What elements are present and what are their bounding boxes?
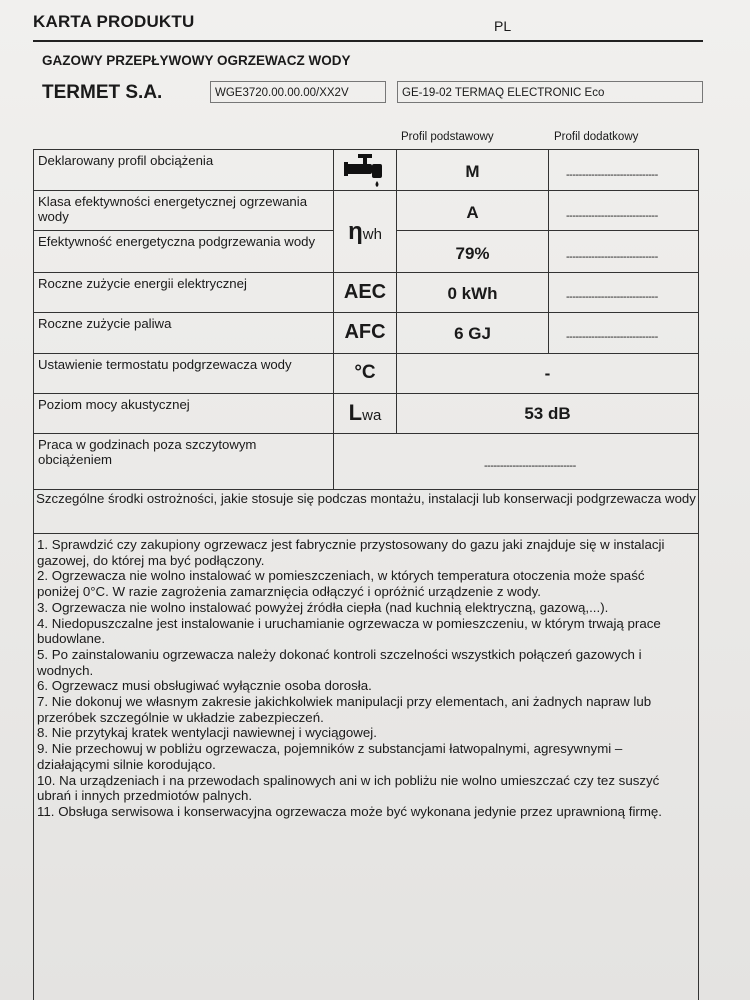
afc-symbol: AFC: [344, 321, 386, 343]
list-item: 3. Ogrzewacza nie wolno instalować powyżej źródła ciepła (nad kuchnią elektryczną, gazową,...).: [37, 599, 609, 615]
eta-wh-symbol: ηwh: [348, 218, 382, 245]
card-title: KARTA PRODUKTU: [33, 12, 195, 31]
label-offpeak: Praca w godzinach poza szczytowym obciążeniem: [38, 437, 257, 467]
lwa-symbol: Lwa: [348, 400, 382, 425]
list-item: 2. Ogrzewacza nie wolno instalować w pomieszczeniach, w których temperatura otoczenia może spaść poniżej 0°C. W razie zagrożenia zamarznięcia odłączyć i opróżnić urządzenie z wody.: [37, 568, 645, 600]
product-subtitle: GAZOWY PRZEPŁYWOWY OGRZEWACZ WODY: [42, 53, 351, 68]
list-item: 11. Obsługa serwisowa i konserwacyjna ogrzewacza może być wykonana jedynie przez uprawnioną firmę.: [37, 803, 663, 819]
label-thermostat: Ustawienie termostatu podgrzewacza wody: [38, 357, 292, 372]
list-item: 7. Nie dokonuj we własnym zakresie jakichkolwiek manipulacji przy elementach, ani żadnych napraw lub przeróbek szczególnie w układzie zabezpieczeń.: [37, 694, 652, 725]
faucet-icon: [334, 150, 396, 190]
value-annual-fuel: 6 GJ: [454, 324, 491, 343]
value-load-profile: M: [465, 162, 480, 181]
aec-symbol: AEC: [343, 281, 387, 303]
label-efficiency: Efektywność energetyczna podgrzewania wody: [38, 234, 316, 249]
value-sound-power: 53 dB: [524, 404, 571, 423]
label-energy-class: Klasa efektywności energetycznej ogrzewania wody: [38, 194, 308, 224]
manufacturer-name: TERMET S.A.: [42, 82, 163, 103]
list-item: 8. Nie przytykaj kratek wentylacji nawiewnej i wyciągowej.: [37, 725, 377, 741]
label-load-profile: Deklarowany profil obciążenia: [38, 153, 214, 168]
value-thermostat: -: [544, 364, 551, 383]
model-name-box: GE-19-02 TERMAQ ELECTRONIC Eco: [397, 81, 703, 103]
list-item: 10. Na urządzeniach i na przewodach spalinowych ani w ich pobliżu nie wolno umieszczać czy tez suszyć ubrań i innych przedmiotów palnych.: [37, 772, 660, 804]
additional-efficiency: -----------------------------: [566, 251, 658, 263]
value-offpeak: -----------------------------: [484, 460, 576, 472]
safety-heading: Szczególne środki ostrożności, jakie stosuje się podczas montażu, instalacji lub konserwacji podgrzewacza wody: [36, 491, 696, 506]
celsius-symbol: °C: [354, 362, 376, 383]
value-energy-class: A: [466, 203, 479, 222]
list-item: 4. Niedopuszczalne jest instalowanie i uruchamianie ogrzewacza w pomieszczeniu, w którym trwają prace budowlane.: [37, 615, 661, 647]
label-sound-power: Poziom mocy akustycznej: [38, 397, 190, 412]
additional-load-profile: -----------------------------: [566, 169, 658, 181]
column-header-additional: Profil dodatkowy: [554, 131, 639, 143]
value-efficiency: 79%: [455, 244, 490, 263]
model-code-box: WGE3720.00.00.00/XX2V: [210, 81, 386, 103]
column-header-basic: Profil podstawowy: [401, 131, 494, 143]
language-code: PL: [494, 18, 512, 34]
list-item: 1. Sprawdzić czy zakupiony ogrzewacz jest fabrycznie przystosowany do gazu jaki znajduje się w instalacji gazowej, do której ma być podłączony.: [37, 537, 665, 568]
list-item: 6. Ogrzewacz musi obsługiwać wyłącznie osoba dorosła.: [37, 678, 372, 694]
list-item: 5. Po zainstalowaniu ogrzewacza należy dokonać kontroli szczelności wszystkich połączeń gazowych i wodnych.: [37, 646, 642, 678]
additional-annual-electricity: -----------------------------: [566, 291, 658, 303]
label-annual-electricity: Roczne zużycie energii elektrycznej: [38, 276, 247, 291]
additional-energy-class: -----------------------------: [566, 210, 658, 222]
header-divider: [33, 40, 703, 42]
safety-notes-list: [37, 537, 677, 820]
label-annual-fuel: Roczne zużycie paliwa: [38, 316, 172, 331]
list-item: 9. Nie przechowuj w pobliżu ogrzewacza, pojemników z substancjami łatwopalnymi, agresywnymi – działającymi silnie korodująco.: [37, 741, 623, 772]
additional-annual-fuel: -----------------------------: [566, 331, 658, 343]
value-annual-electricity: 0 kWh: [447, 284, 498, 303]
